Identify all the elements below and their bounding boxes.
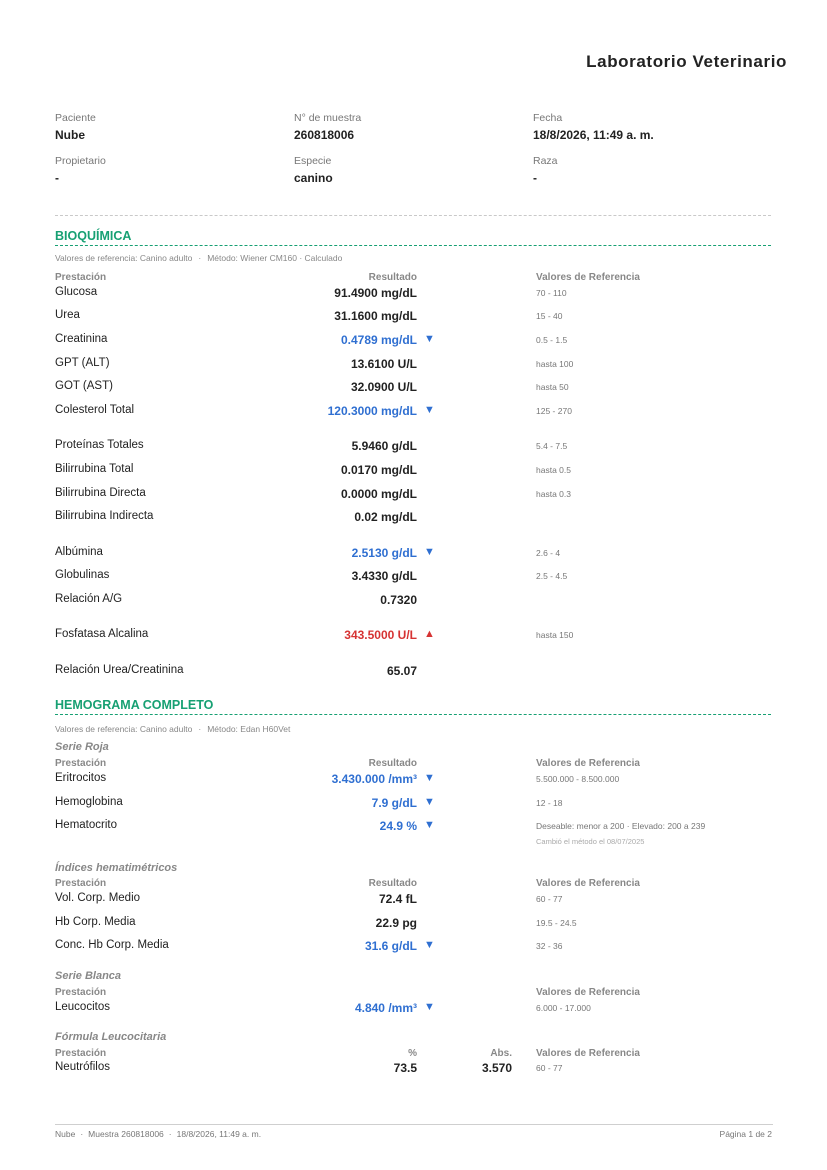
arrow-down-icon: ▼ bbox=[424, 819, 435, 831]
reference-range: 2.5 - 4.5 bbox=[536, 571, 568, 581]
breed-value: - bbox=[533, 171, 537, 185]
result-value: 0.02 mg/dL bbox=[354, 510, 417, 524]
result-value: 4.840 /mm³ bbox=[354, 1001, 417, 1015]
species-field bbox=[294, 155, 333, 185]
test-name: Globulinas bbox=[55, 569, 110, 581]
footer-divider bbox=[55, 1124, 773, 1125]
reference-range: 2.6 - 4 bbox=[536, 548, 561, 558]
date-field bbox=[533, 112, 654, 142]
lab-title: Laboratorio Veterinario bbox=[586, 52, 787, 71]
reference-range: 125 - 270 bbox=[536, 406, 572, 416]
test-name: Hemoglobina bbox=[55, 796, 123, 808]
test-name: Proteínas Totales bbox=[55, 439, 144, 451]
result-value: 91.4900 mg/dL bbox=[334, 286, 417, 300]
arrow-down-icon: ▼ bbox=[424, 404, 435, 416]
result-value: 13.6100 U/L bbox=[350, 357, 417, 371]
test-name: Hb Corp. Media bbox=[55, 916, 136, 928]
test-name: Relación A/G bbox=[55, 593, 123, 605]
reference-range: 19.5 - 24.5 bbox=[536, 918, 577, 928]
result-value: 0.0170 mg/dL bbox=[340, 463, 417, 477]
test-name: Conc. Hb Corp. Media bbox=[55, 939, 169, 951]
footer-info: Nube · Muestra 260818006 · 18/8/2026, 11:49 a. m. bbox=[55, 1129, 262, 1139]
result-value: 3.430.000 /mm³ bbox=[331, 772, 417, 786]
col-header-referencia: Valores de Referencia bbox=[536, 987, 640, 998]
result-value: 22.9 pg bbox=[375, 916, 417, 930]
col-header-prestacion: Prestación bbox=[55, 272, 107, 283]
result-value: 343.5000 U/L bbox=[344, 628, 417, 642]
patient-name: Nube bbox=[55, 128, 85, 142]
test-name: Bilirrubina Total bbox=[55, 463, 134, 475]
result-value: 24.9 % bbox=[379, 819, 417, 833]
test-name: Glucosa bbox=[55, 286, 98, 298]
col-header-referencia: Valores de Referencia bbox=[536, 272, 640, 283]
test-name: GOT (AST) bbox=[55, 380, 113, 392]
footer-sample: Muestra 260818006 bbox=[88, 1129, 164, 1139]
result-value: 5.9460 g/dL bbox=[351, 439, 417, 453]
test-name: Colesterol Total bbox=[55, 404, 135, 416]
sample-field bbox=[294, 112, 361, 142]
reference-range: 15 - 40 bbox=[536, 311, 563, 321]
header-divider bbox=[55, 215, 771, 216]
reference-range: 5.4 - 7.5 bbox=[536, 441, 568, 451]
result-value: 3.4330 g/dL bbox=[351, 569, 417, 583]
result-value: 31.1600 mg/dL bbox=[334, 309, 417, 323]
result-value: 0.7320 bbox=[380, 593, 417, 607]
col-header-referencia: Valores de Referencia bbox=[536, 1048, 640, 1059]
reference-range: hasta 0.3 bbox=[536, 489, 571, 499]
subsection-formula: Fórmula Leucocitaria bbox=[55, 1031, 167, 1043]
col-header-referencia: Valores de Referencia bbox=[536, 878, 640, 889]
result-value: 72.4 fL bbox=[378, 892, 417, 906]
subsection-serie-blanca: Serie Blanca bbox=[55, 970, 122, 982]
bioquimica-ref-line: Valores de referencia: Canino adulto · Método: Wiener CM160 · Calculado bbox=[55, 253, 343, 263]
sample-label: N° de muestra bbox=[294, 112, 362, 124]
arrow-down-icon: ▼ bbox=[424, 1001, 435, 1013]
sample-number: 260818006 bbox=[294, 128, 355, 142]
section-title-bioquimica: BIOQUÍMICA bbox=[55, 229, 771, 246]
reference-range: hasta 100 bbox=[536, 359, 574, 369]
reference-note: Cambió el método el 08/07/2025 bbox=[536, 837, 645, 846]
reference-range: 70 - 110 bbox=[536, 288, 567, 298]
reference-range: hasta 50 bbox=[536, 382, 569, 392]
method-text: Método: Edan H60Vet bbox=[207, 724, 291, 734]
result-value: 32.0900 U/L bbox=[350, 380, 417, 394]
col-header-prestacion: Prestación bbox=[55, 758, 107, 769]
result-value: 0.4789 mg/dL bbox=[340, 333, 417, 347]
ref-text: Valores de referencia: Canino adulto bbox=[55, 253, 193, 263]
test-name: Leucocitos bbox=[55, 1001, 110, 1013]
owner-value: - bbox=[55, 171, 59, 185]
arrow-up-icon: ▲ bbox=[424, 628, 435, 640]
result-value: 0.0000 mg/dL bbox=[340, 487, 417, 501]
hemograma-ref-line: Valores de referencia: Canino adulto · Método: Edan H60Vet bbox=[55, 724, 291, 734]
result-value: 7.9 g/dL bbox=[371, 796, 417, 810]
test-name: Relación Urea/Creatinina bbox=[55, 664, 184, 676]
col-header-resultado: Resultado bbox=[368, 758, 417, 769]
reference-range: 6.000 - 17.000 bbox=[536, 1003, 591, 1013]
result-abs: 3.570 bbox=[481, 1061, 512, 1075]
test-name: Vol. Corp. Medio bbox=[55, 892, 141, 904]
species-label: Especie bbox=[294, 155, 332, 167]
patient-label: Paciente bbox=[55, 112, 96, 124]
reference-range: 32 - 36 bbox=[536, 941, 563, 951]
species-value: canino bbox=[294, 171, 333, 185]
col-header-prestacion: Prestación bbox=[55, 987, 107, 998]
col-header-prestacion: Prestación bbox=[55, 878, 107, 889]
arrow-down-icon: ▼ bbox=[424, 772, 435, 784]
reference-range: hasta 0.5 bbox=[536, 465, 571, 475]
test-name: Creatinina bbox=[55, 333, 108, 345]
footer-date: 18/8/2026, 11:49 a. m. bbox=[176, 1129, 262, 1139]
result-value: 120.3000 mg/dL bbox=[327, 404, 417, 418]
owner-label: Propietario bbox=[55, 155, 106, 167]
test-name: Hematocrito bbox=[55, 819, 117, 831]
method-text: Método: Wiener CM160 · Calculado bbox=[207, 253, 343, 263]
breed-field bbox=[533, 155, 558, 185]
reference-range: Deseable: menor a 200 · Elevado: 200 a 239 bbox=[536, 821, 706, 831]
result-value: 65.07 bbox=[386, 664, 417, 678]
arrow-down-icon: ▼ bbox=[424, 796, 435, 808]
result-pct: 73.5 bbox=[393, 1061, 417, 1075]
test-name: Eritrocitos bbox=[55, 772, 107, 784]
arrow-down-icon: ▼ bbox=[424, 939, 435, 951]
test-name: Fosfatasa Alcalina bbox=[55, 628, 149, 640]
breed-label: Raza bbox=[533, 155, 558, 167]
section-title-hemograma: HEMOGRAMA COMPLETO bbox=[55, 698, 771, 715]
subsection-indices: Índices hematimétricos bbox=[55, 862, 178, 874]
col-header-referencia: Valores de Referencia bbox=[536, 758, 640, 769]
col-header-prestacion: Prestación bbox=[55, 1048, 107, 1059]
col-header-abs: Abs. bbox=[490, 1048, 512, 1059]
test-name: Neutrófilos bbox=[55, 1061, 110, 1073]
reference-range: hasta 150 bbox=[536, 630, 574, 640]
footer-patient: Nube bbox=[55, 1129, 76, 1139]
arrow-down-icon: ▼ bbox=[424, 333, 435, 345]
owner-field bbox=[55, 155, 106, 185]
date-label: Fecha bbox=[533, 112, 563, 124]
reference-range: 60 - 77 bbox=[536, 894, 563, 904]
test-name: Urea bbox=[55, 309, 80, 321]
page-number: Página 1 de 2 bbox=[719, 1129, 772, 1139]
result-value: 2.5130 g/dL bbox=[351, 546, 417, 560]
test-name: GPT (ALT) bbox=[55, 357, 110, 369]
col-header-resultado: Resultado bbox=[368, 878, 417, 889]
arrow-down-icon: ▼ bbox=[424, 546, 435, 558]
col-header-pct: % bbox=[408, 1048, 417, 1059]
test-name: Albúmina bbox=[55, 546, 103, 558]
reference-range: 5.500.000 - 8.500.000 bbox=[536, 774, 620, 784]
col-header-resultado: Resultado bbox=[368, 272, 417, 283]
test-name: Bilirrubina Directa bbox=[55, 487, 146, 499]
patient-field bbox=[55, 112, 96, 142]
test-name: Bilirrubina Indirecta bbox=[55, 510, 154, 522]
date-value: 18/8/2026, 11:49 a. m. bbox=[533, 128, 654, 142]
result-value: 31.6 g/dL bbox=[364, 939, 417, 953]
subsection-serie-roja: Serie Roja bbox=[55, 741, 109, 753]
reference-range: 0.5 - 1.5 bbox=[536, 335, 568, 345]
reference-range: 12 - 18 bbox=[536, 798, 563, 808]
ref-text: Valores de referencia: Canino adulto bbox=[55, 724, 193, 734]
reference-range: 60 - 77 bbox=[536, 1063, 563, 1073]
